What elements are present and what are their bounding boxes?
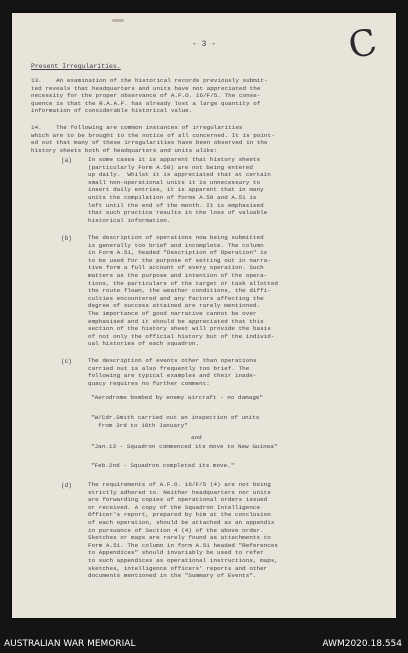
item-d-label: (d): [61, 482, 72, 489]
item-c-text: The description of events other than operations carried out is also frequently too brief. The following are typical examples and their inade- quacy requires no further comment:: [88, 357, 257, 387]
quote-1: "Aerodrome bombed by enemy aircraft - no damage": [91, 394, 264, 401]
footer-bar: [0, 636, 408, 653]
item-b-label: (b): [61, 235, 72, 242]
quote-connector: and: [191, 434, 202, 441]
quote-4: "Feb.2nd - Squadron completed its move.": [91, 462, 235, 469]
item-b-text: The description of operations now being submitted is generally too brief and incomplete. The column in Form A.51, headed "Description of Operation" is to be used for the purpose of setting out in narra- tive form a full account of every operation. Such matters as the purpose and intention of the opera- tions, the particulars of the target or task allotted the route flown, the weather conditions, the diffi- culties encountered and any factors affecting the degree of success attained are rarely mentioned. The importance of good narrative cannot be over emphasised and it should be appreciated that this section of the history sheet will provide the basis of not only the official history but of the individ- ual histories of each squadron.: [88, 234, 279, 348]
quote-2: "W/Cdr.Smith carried out an inspection of units from 3rd to 10th January": [91, 414, 260, 429]
footer-accession-number: AWM2020.18.554: [322, 639, 402, 649]
document-page: [12, 13, 396, 618]
footer-institution: AUSTRALIAN WAR MEMORIAL: [4, 639, 136, 649]
staple-mark: [112, 19, 124, 22]
item-c-label: (c): [61, 358, 72, 365]
paragraph-13: 13. An examination of the historical records previously submit- ted reveals that headquarters and units have not appreciated the necessity for the proper observance of A.F.O. 16/F/5. The conse- quence is that the R.A.A.F. has already lost a large quantity of information of considerable historical value.: [31, 77, 268, 115]
item-a-label: (a): [61, 157, 72, 164]
item-a-text: In some cases it is apparent that history sheets (particularly Form A.50) are not being entered up daily. Whilst it is appreciated that at certain small non-operational units it is unnecessary to insert daily entries, it is apparent that in many units the compilation of forms A.50 and A.51 is left until the end of the month. It is emphasised that such practice results in the loss of valuable historical information.: [88, 156, 271, 224]
item-d-text: The requirements of A.F.O. 16/F/5 (4) are not being strictly adhered to. Neither headquarters nor units are forwarding copies of operational orders issued or received. A copy of the Squadron Intelligence Officer's report, prepared by him at the conclusion of each operation, should be attached as an appendix in pursuance of Section 4 (4) of the above order. Sketches or maps are rarely found as attachments to Form A.51. The column in form A.51 headed "References to Appendices" should invariably be used to refer to such appendices as operational instructions, maps, sketches, intelligence officers' reports and other documents mentioned in the "Summary of Events".: [88, 481, 279, 580]
quote-3: "Jan.13 - Squadron commenced its move to New Guinea": [91, 443, 278, 450]
page-number: - 3 -: [191, 40, 216, 49]
paragraph-14: 14. The following are common instances of irregularities which are to be brought to the notice of all concerned. It is point- ed out that many of these irregularities have been observed in the history sheets both of headquarters and units alike:: [31, 124, 275, 154]
handwritten-mark: C: [344, 21, 381, 68]
section-heading: Present Irregularities.: [31, 63, 121, 70]
